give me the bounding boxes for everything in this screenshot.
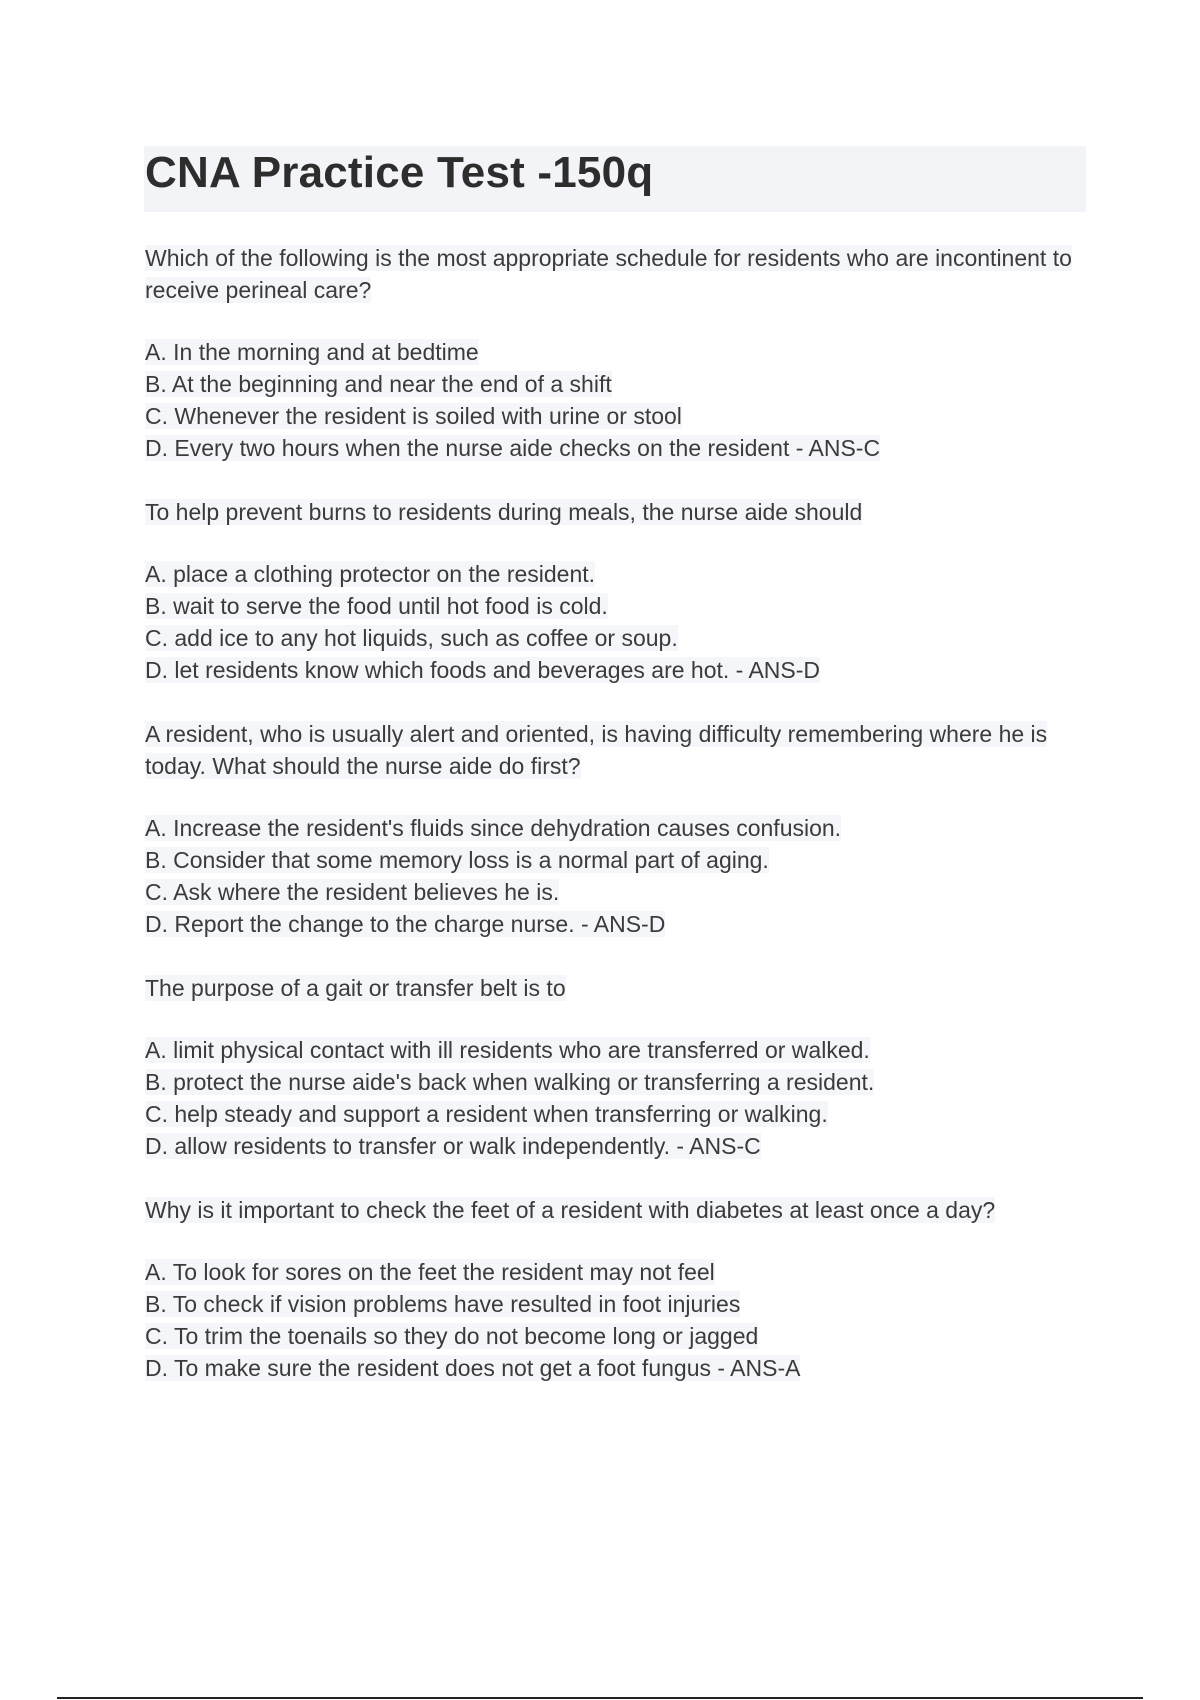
answer-option: C. Whenever the resident is soiled with urine or stool: [145, 403, 682, 429]
answer-option: B. To check if vision problems have resulted in foot injuries: [145, 1291, 741, 1317]
answer-option: A. In the morning and at bedtime: [145, 339, 479, 365]
answer-options: [145, 1034, 1105, 1162]
answer-options: [145, 1256, 1105, 1384]
answer-options: [145, 336, 1105, 464]
answer-options: [145, 558, 1105, 686]
question-block: [145, 1194, 1105, 1384]
answer-option: B. wait to serve the food until hot food is cold.: [145, 593, 608, 619]
question-text: Which of the following is the most appropriate schedule for residents who are incontinent to receive perineal care?: [145, 245, 1072, 303]
footer-divider: [57, 1697, 1143, 1699]
question-block: [145, 718, 1105, 940]
answer-option: C. Ask where the resident believes he is.: [145, 879, 560, 905]
question-text: The purpose of a gait or transfer belt is to: [145, 975, 566, 1001]
answer-option: D. To make sure the resident does not get a foot fungus - ANS-A: [145, 1355, 801, 1381]
page-title: CNA Practice Test -150q: [145, 148, 654, 197]
question-text: To help prevent burns to residents during meals, the nurse aide should: [145, 499, 863, 525]
question-block: [145, 496, 1105, 686]
answer-options: [145, 812, 1105, 940]
answer-option: B. At the beginning and near the end of a shift: [145, 371, 612, 397]
answer-option: A. Increase the resident's fluids since dehydration causes confusion.: [145, 815, 842, 841]
answer-option: B. Consider that some memory loss is a normal part of aging.: [145, 847, 769, 873]
answer-option: C. help steady and support a resident when transferring or walking.: [145, 1101, 828, 1127]
answer-option: A. To look for sores on the feet the resident may not feel: [145, 1259, 715, 1285]
answer-option: C. To trim the toenails so they do not become long or jagged: [145, 1323, 759, 1349]
answer-option: D. allow residents to transfer or walk independently. - ANS-C: [145, 1133, 761, 1159]
question-text: Why is it important to check the feet of a resident with diabetes at least once a day?: [145, 1197, 996, 1223]
answer-option: B. protect the nurse aide's back when walking or transferring a resident.: [145, 1069, 875, 1095]
answer-option: C. add ice to any hot liquids, such as coffee or soup.: [145, 625, 678, 651]
answer-option: D. let residents know which foods and beverages are hot. - ANS-D: [145, 657, 821, 683]
answer-option: A. limit physical contact with ill residents who are transferred or walked.: [145, 1037, 870, 1063]
answer-option: A. place a clothing protector on the resident.: [145, 561, 596, 587]
question-list: [145, 242, 1105, 1384]
question-block: [145, 242, 1105, 464]
question-text: A resident, who is usually alert and oriented, is having difficulty remembering where he is today. What should the nurse aide do first?: [145, 721, 1048, 779]
answer-option: D. Every two hours when the nurse aide checks on the resident - ANS-C: [145, 435, 881, 461]
answer-option: D. Report the change to the charge nurse. - ANS-D: [145, 911, 666, 937]
question-block: [145, 972, 1105, 1162]
